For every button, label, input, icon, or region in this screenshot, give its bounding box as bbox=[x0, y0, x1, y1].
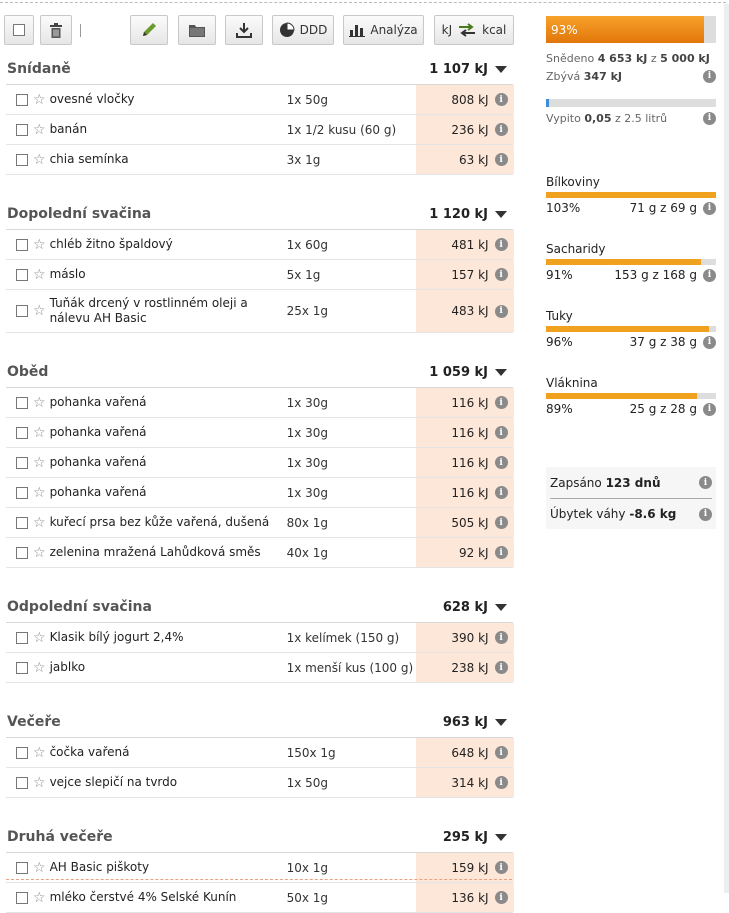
food-name[interactable]: pohanka vařená bbox=[49, 485, 147, 499]
meal-total bbox=[429, 62, 507, 77]
food-energy-cell bbox=[416, 145, 514, 174]
water-prefix: Vypito bbox=[546, 111, 581, 125]
food-quantity[interactable]: 25x 1g bbox=[286, 304, 328, 318]
select-all-button[interactable] bbox=[4, 15, 34, 45]
food-quantity[interactable]: 1x 30g bbox=[286, 425, 328, 440]
water-progress-fill bbox=[546, 99, 549, 107]
logged-prefix: Zapsáno bbox=[550, 475, 602, 490]
food-energy-cell bbox=[416, 260, 514, 289]
food-checkbox[interactable] bbox=[16, 487, 28, 499]
food-checkbox[interactable] bbox=[16, 269, 28, 281]
food-checkbox[interactable] bbox=[16, 305, 28, 317]
macro-amount: 25 g z 28 g bbox=[629, 402, 697, 416]
weight-prefix: Úbytek váhy bbox=[550, 507, 626, 521]
info-icon[interactable]: i bbox=[495, 516, 508, 529]
food-checkbox[interactable] bbox=[16, 427, 28, 439]
info-icon[interactable]: i bbox=[703, 112, 716, 125]
macro-progress-fill bbox=[546, 259, 701, 265]
macro-percent: 103% bbox=[546, 201, 581, 215]
meal-title: Druhá večeře bbox=[7, 829, 113, 845]
meal-title: Večeře bbox=[7, 714, 61, 730]
food-energy: 238 kJ bbox=[451, 660, 489, 675]
food-energy: 481 kJ bbox=[451, 237, 489, 252]
info-icon[interactable]: i bbox=[699, 476, 712, 489]
info-icon[interactable]: i bbox=[699, 508, 712, 521]
macro-values bbox=[546, 399, 716, 419]
info-icon[interactable]: i bbox=[495, 153, 508, 166]
food-row[interactable] bbox=[6, 623, 513, 653]
food-energy-cell bbox=[416, 85, 514, 114]
food-row[interactable] bbox=[6, 230, 513, 260]
food-row[interactable] bbox=[6, 883, 513, 913]
food-checkbox[interactable] bbox=[16, 662, 28, 674]
food-checkbox[interactable] bbox=[16, 517, 28, 529]
food-quantity[interactable]: 1x menší kus (100 g) bbox=[286, 660, 414, 675]
caret-down-icon[interactable] bbox=[495, 719, 507, 726]
meal-total bbox=[443, 715, 507, 730]
meal-section bbox=[6, 199, 513, 333]
info-icon[interactable]: i bbox=[495, 268, 508, 281]
food-checkbox[interactable] bbox=[16, 547, 28, 559]
folder-icon bbox=[188, 22, 206, 38]
daily-summary-panel bbox=[546, 16, 716, 529]
food-energy: 648 kJ bbox=[451, 745, 489, 760]
macro-values bbox=[546, 332, 716, 352]
food-name[interactable]: chléb žitno špaldový bbox=[49, 237, 173, 251]
star-icon[interactable]: ☆ bbox=[33, 454, 46, 471]
food-name[interactable]: jablko bbox=[49, 660, 86, 674]
logged-value: 123 dnů bbox=[605, 475, 661, 490]
food-name[interactable]: AH Basic piškoty bbox=[49, 860, 150, 874]
info-icon[interactable]: i bbox=[495, 396, 508, 409]
food-energy-cell bbox=[416, 768, 514, 797]
food-checkbox[interactable] bbox=[16, 892, 28, 904]
food-quantity[interactable]: 1x 30g bbox=[286, 455, 328, 470]
food-quantity[interactable]: 1x 50g bbox=[286, 92, 328, 107]
meal-total-value: 1 120 kJ bbox=[429, 206, 488, 222]
meal-title: Oběd bbox=[7, 364, 49, 380]
checkbox-icon bbox=[13, 24, 25, 36]
food-quantity[interactable]: 40x 1g bbox=[286, 545, 328, 560]
food-energy: 157 kJ bbox=[451, 267, 489, 282]
food-checkbox[interactable] bbox=[16, 239, 28, 251]
macro-progress-fill bbox=[546, 326, 709, 332]
food-energy-cell bbox=[416, 478, 514, 507]
food-energy-cell bbox=[416, 115, 514, 144]
food-energy-cell bbox=[416, 653, 514, 682]
star-icon[interactable]: ☆ bbox=[33, 236, 46, 253]
info-icon[interactable]: i bbox=[703, 70, 716, 83]
food-checkbox[interactable] bbox=[16, 457, 28, 469]
energy-progress-bar bbox=[546, 16, 716, 43]
macro-progress-fill bbox=[546, 192, 716, 198]
info-icon[interactable]: i bbox=[495, 746, 508, 759]
info-icon[interactable]: i bbox=[495, 93, 508, 106]
food-checkbox[interactable] bbox=[16, 124, 28, 136]
food-quantity[interactable]: 10x 1g bbox=[286, 860, 328, 875]
food-quantity[interactable]: 50x 1g bbox=[286, 890, 328, 905]
food-energy-cell bbox=[416, 290, 514, 332]
food-energy-cell bbox=[416, 230, 514, 259]
meal-section bbox=[6, 707, 513, 798]
food-energy: 116 kJ bbox=[451, 425, 489, 440]
meal-section bbox=[6, 592, 513, 683]
pencil-icon bbox=[140, 21, 158, 39]
caret-down-icon[interactable] bbox=[495, 834, 507, 841]
food-row[interactable] bbox=[6, 768, 513, 798]
star-icon[interactable]: ☆ bbox=[33, 629, 46, 646]
meal-title: Dopolední svačina bbox=[7, 206, 152, 222]
star-icon[interactable]: ☆ bbox=[33, 303, 46, 319]
food-quantity[interactable]: 1x 50g bbox=[286, 775, 328, 790]
macro-list bbox=[546, 175, 716, 419]
info-icon[interactable]: i bbox=[703, 403, 716, 416]
macro-values bbox=[546, 198, 716, 218]
food-energy-cell bbox=[416, 418, 514, 447]
info-icon[interactable]: i bbox=[495, 238, 508, 251]
food-energy: 92 kJ bbox=[458, 545, 489, 560]
macro-progress-bar bbox=[546, 393, 716, 399]
info-icon[interactable]: i bbox=[495, 546, 508, 559]
food-checkbox[interactable] bbox=[16, 777, 28, 789]
remaining-value: 347 kJ bbox=[583, 69, 622, 83]
food-energy: 390 kJ bbox=[451, 630, 489, 645]
food-row[interactable] bbox=[6, 418, 513, 448]
water-suffix: z 2.5 litrů bbox=[614, 111, 668, 125]
info-icon[interactable]: i bbox=[495, 776, 508, 789]
meal-spacer bbox=[6, 175, 513, 199]
macro-values bbox=[546, 265, 716, 285]
eaten-goal: 5 000 kJ bbox=[660, 51, 710, 65]
food-quantity[interactable]: 1x 1/2 kusu (60 g) bbox=[286, 122, 397, 137]
food-energy: 136 kJ bbox=[451, 890, 489, 905]
food-row[interactable] bbox=[6, 145, 513, 175]
pie-chart-icon bbox=[279, 22, 295, 38]
food-name[interactable]: ovesné vločky bbox=[49, 92, 135, 106]
ddd-label: DDD bbox=[299, 23, 328, 37]
macro-progress-bar bbox=[546, 259, 716, 265]
food-name[interactable]: chia semínka bbox=[49, 152, 129, 166]
macro-progress-bar bbox=[546, 192, 716, 198]
info-icon[interactable]: i bbox=[495, 631, 508, 644]
kcal-label: kcal bbox=[482, 23, 507, 37]
star-icon[interactable]: ☆ bbox=[33, 424, 46, 441]
food-name[interactable]: Klasik bílý jogurt 2,4% bbox=[49, 630, 184, 644]
food-row[interactable] bbox=[6, 478, 513, 508]
logged-days-row bbox=[550, 467, 712, 498]
analyza-label: Analýza bbox=[370, 23, 418, 37]
food-energy: 483 kJ bbox=[451, 304, 489, 318]
food-name[interactable]: pohanka vařená bbox=[49, 425, 147, 439]
meal-header[interactable] bbox=[6, 54, 513, 85]
macro-amount: 37 g z 38 g bbox=[629, 335, 697, 349]
analyza-button[interactable] bbox=[343, 15, 424, 45]
star-icon[interactable]: ☆ bbox=[33, 266, 46, 283]
macro-item bbox=[546, 309, 716, 352]
star-icon[interactable]: ☆ bbox=[33, 91, 46, 108]
meal-spacer bbox=[6, 333, 513, 357]
food-energy: 808 kJ bbox=[451, 92, 489, 107]
info-icon[interactable]: i bbox=[495, 123, 508, 136]
info-icon[interactable]: i bbox=[495, 305, 508, 318]
star-icon[interactable]: ☆ bbox=[33, 121, 46, 138]
bottom-divider bbox=[6, 879, 512, 880]
info-icon[interactable]: i bbox=[703, 202, 716, 215]
food-energy: 314 kJ bbox=[451, 775, 489, 790]
food-energy-cell bbox=[416, 448, 514, 477]
info-icon[interactable]: i bbox=[703, 269, 716, 282]
eaten-mid: z bbox=[650, 51, 657, 65]
info-icon[interactable]: i bbox=[495, 861, 508, 874]
star-icon[interactable]: ☆ bbox=[33, 484, 46, 501]
meal-total-value: 1 059 kJ bbox=[429, 364, 488, 380]
meal-title: Odpolední svačina bbox=[7, 599, 152, 615]
weight-value: -8.6 kg bbox=[629, 507, 677, 521]
macro-item bbox=[546, 175, 716, 218]
star-icon[interactable]: ☆ bbox=[33, 544, 46, 561]
star-icon[interactable]: ☆ bbox=[33, 394, 46, 411]
macro-name: Bílkoviny bbox=[546, 175, 600, 189]
meal-title: Snídaně bbox=[7, 61, 71, 77]
food-quantity[interactable]: 5x 1g bbox=[286, 267, 321, 282]
food-name[interactable]: pohanka vařená bbox=[49, 455, 147, 469]
food-energy-cell bbox=[416, 388, 514, 417]
meal-section bbox=[6, 54, 513, 175]
star-icon[interactable]: ☆ bbox=[33, 859, 46, 876]
info-icon[interactable]: i bbox=[495, 456, 508, 469]
food-row[interactable] bbox=[6, 653, 513, 683]
eaten-prefix: Snědeno bbox=[546, 51, 595, 65]
trash-icon bbox=[49, 23, 63, 38]
meal-total-value: 628 kJ bbox=[442, 599, 488, 615]
food-row[interactable] bbox=[6, 290, 513, 333]
toolbar bbox=[0, 13, 520, 47]
caret-down-icon[interactable] bbox=[495, 211, 507, 218]
macro-progress-fill bbox=[546, 393, 697, 399]
summary-box bbox=[546, 467, 716, 529]
meal-header[interactable] bbox=[6, 707, 513, 738]
food-energy: 116 kJ bbox=[451, 455, 489, 470]
star-icon[interactable]: ☆ bbox=[33, 514, 46, 531]
caret-down-icon[interactable] bbox=[495, 604, 507, 611]
macro-name: Sacharidy bbox=[546, 242, 606, 256]
water-value: 0,05 bbox=[584, 111, 612, 125]
food-energy: 505 kJ bbox=[451, 515, 489, 530]
food-energy: 236 kJ bbox=[451, 122, 489, 137]
meal-spacer bbox=[6, 683, 513, 707]
food-quantity[interactable]: 1x kelímek (150 g) bbox=[286, 630, 400, 645]
food-energy: 116 kJ bbox=[451, 485, 489, 500]
food-energy-cell bbox=[416, 508, 514, 537]
food-name[interactable]: kuřecí prsa bez kůže vařená, dušená bbox=[49, 515, 270, 529]
ddd-button[interactable] bbox=[272, 15, 334, 45]
food-row[interactable] bbox=[6, 538, 513, 568]
meal-spacer bbox=[6, 568, 513, 592]
macro-percent: 91% bbox=[546, 268, 573, 282]
food-quantity[interactable]: 1x 60g bbox=[286, 237, 328, 252]
food-energy-cell bbox=[416, 538, 514, 567]
caret-down-icon[interactable] bbox=[495, 66, 507, 73]
food-energy-cell bbox=[416, 738, 514, 767]
food-energy-cell bbox=[416, 853, 514, 882]
food-energy: 159 kJ bbox=[451, 860, 489, 875]
food-checkbox[interactable] bbox=[16, 154, 28, 166]
star-icon[interactable]: ☆ bbox=[33, 151, 46, 168]
food-quantity[interactable]: 150x 1g bbox=[286, 745, 336, 760]
meal-section bbox=[6, 822, 513, 913]
download-button[interactable] bbox=[225, 15, 263, 45]
food-name[interactable]: banán bbox=[49, 122, 88, 136]
macro-name: Vláknina bbox=[546, 376, 598, 390]
meal-header[interactable] bbox=[6, 592, 513, 623]
star-icon[interactable]: ☆ bbox=[33, 889, 46, 906]
food-row[interactable] bbox=[6, 508, 513, 538]
meal-header[interactable] bbox=[6, 357, 513, 388]
food-name[interactable]: máslo bbox=[49, 267, 86, 281]
food-row[interactable] bbox=[6, 85, 513, 115]
meal-total bbox=[443, 830, 507, 845]
swap-arrows-icon bbox=[457, 23, 477, 37]
meal-list bbox=[6, 54, 513, 913]
water-progress-bar bbox=[546, 99, 716, 107]
download-icon bbox=[235, 21, 253, 39]
food-checkbox[interactable] bbox=[16, 747, 28, 759]
kj-label: kJ bbox=[441, 23, 453, 37]
food-checkbox[interactable] bbox=[16, 862, 28, 874]
food-quantity[interactable]: 1x 30g bbox=[286, 395, 328, 410]
meal-total-value: 963 kJ bbox=[442, 714, 488, 730]
macro-progress-bar bbox=[546, 326, 716, 332]
macro-percent: 96% bbox=[546, 335, 573, 349]
meal-total-value: 295 kJ bbox=[442, 829, 488, 845]
remaining-line bbox=[546, 67, 716, 85]
food-row[interactable] bbox=[6, 115, 513, 145]
macro-item bbox=[546, 242, 716, 285]
info-icon[interactable]: i bbox=[703, 336, 716, 349]
macro-amount: 71 g z 69 g bbox=[629, 201, 697, 215]
meal-header[interactable] bbox=[6, 822, 513, 853]
food-row[interactable] bbox=[6, 738, 513, 768]
food-energy: 63 kJ bbox=[458, 152, 489, 167]
info-icon[interactable]: i bbox=[495, 426, 508, 439]
energy-progress-fill bbox=[546, 16, 704, 43]
food-checkbox[interactable] bbox=[16, 632, 28, 644]
star-icon[interactable]: ☆ bbox=[33, 774, 46, 791]
open-folder-button[interactable] bbox=[178, 15, 216, 45]
meal-spacer bbox=[6, 798, 513, 822]
food-name[interactable]: pohanka vařená bbox=[49, 395, 147, 409]
food-name[interactable]: čočka vařená bbox=[49, 745, 130, 759]
food-name[interactable]: zelenina mražená Lahůdková směs bbox=[49, 545, 261, 559]
weight-loss-row bbox=[550, 498, 712, 529]
remaining-prefix: Zbývá bbox=[546, 69, 581, 83]
food-quantity[interactable]: 1x 30g bbox=[286, 485, 328, 500]
macro-item bbox=[546, 376, 716, 419]
energy-percent: 93% bbox=[551, 22, 578, 37]
food-row[interactable] bbox=[6, 260, 513, 290]
food-checkbox[interactable] bbox=[16, 397, 28, 409]
food-quantity[interactable]: 3x 1g bbox=[286, 152, 321, 167]
food-energy: 116 kJ bbox=[451, 395, 489, 410]
food-name[interactable]: vejce slepičí na tvrdo bbox=[49, 775, 178, 789]
caret-down-icon[interactable] bbox=[495, 369, 507, 376]
star-icon[interactable]: ☆ bbox=[33, 659, 46, 676]
food-quantity[interactable]: 80x 1g bbox=[286, 515, 328, 530]
eaten-value: 4 653 kJ bbox=[597, 51, 648, 65]
star-icon[interactable]: ☆ bbox=[33, 744, 46, 761]
unit-toggle-button[interactable] bbox=[434, 15, 514, 45]
edit-button[interactable] bbox=[130, 15, 168, 45]
bar-chart-icon bbox=[349, 23, 365, 37]
info-icon[interactable]: i bbox=[495, 661, 508, 674]
food-name[interactable]: Tuňák drcený v rostlinném oleji a nálevu AH Basic bbox=[49, 296, 248, 325]
delete-button[interactable] bbox=[40, 15, 72, 45]
top-divider bbox=[0, 2, 726, 3]
food-row[interactable] bbox=[6, 388, 513, 418]
info-icon[interactable]: i bbox=[495, 891, 508, 904]
food-energy-cell bbox=[416, 623, 514, 652]
food-energy-cell bbox=[416, 883, 514, 912]
macro-percent: 89% bbox=[546, 402, 573, 416]
scrollbar-gutter bbox=[724, 4, 729, 893]
meal-total bbox=[429, 365, 507, 380]
meal-total-value: 1 107 kJ bbox=[429, 61, 488, 77]
meal-section bbox=[6, 357, 513, 568]
macro-name: Tuky bbox=[546, 309, 573, 323]
meal-total bbox=[443, 600, 507, 615]
eaten-line bbox=[546, 49, 716, 67]
meal-total bbox=[429, 207, 507, 222]
toolbar-separator bbox=[80, 24, 81, 37]
info-icon[interactable]: i bbox=[495, 486, 508, 499]
meal-header[interactable] bbox=[6, 199, 513, 230]
food-name[interactable]: mléko čerstvé 4% Selské Kunín bbox=[49, 890, 237, 904]
food-row[interactable] bbox=[6, 448, 513, 478]
macro-amount: 153 g z 168 g bbox=[614, 268, 697, 282]
food-checkbox[interactable] bbox=[16, 94, 28, 106]
water-line bbox=[546, 109, 716, 127]
